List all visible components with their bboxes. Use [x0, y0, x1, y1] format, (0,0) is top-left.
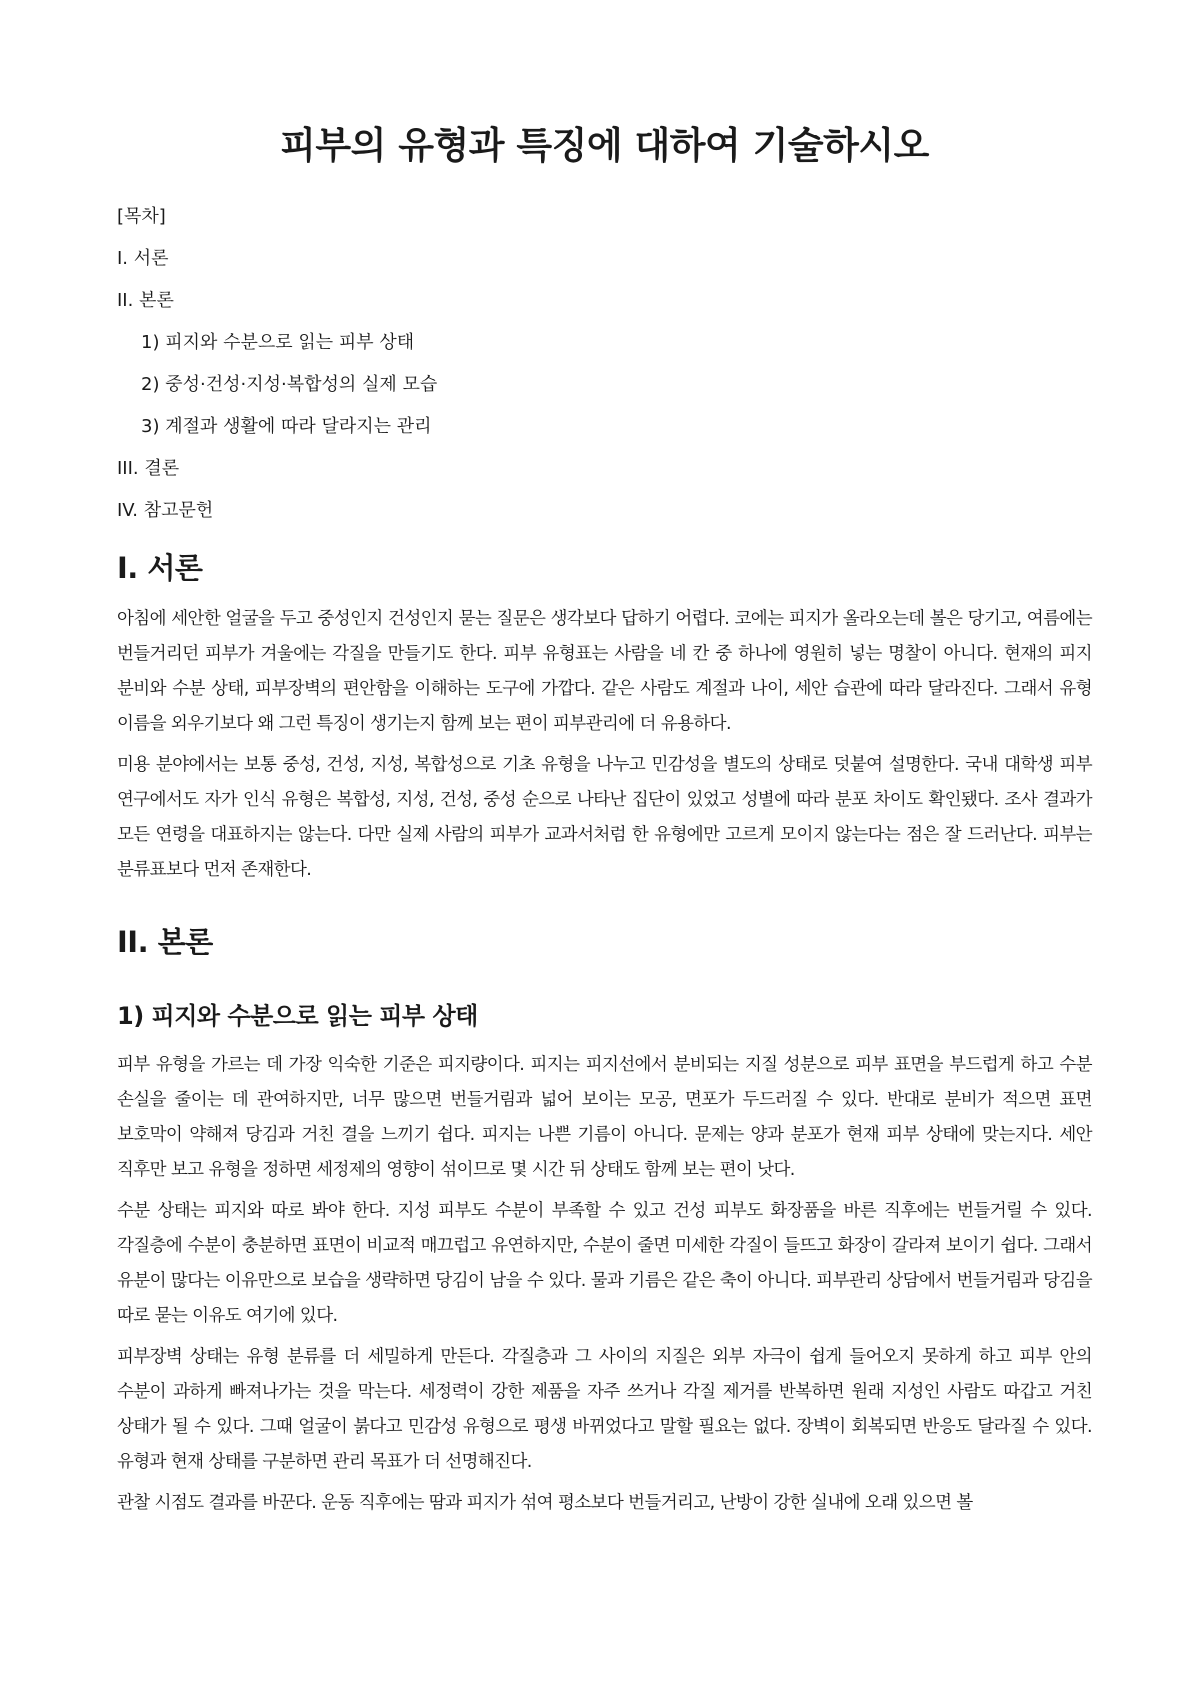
section-heading-intro: I. 서론 [117, 551, 203, 585]
toc-item-conclusion: III. 결론 [117, 458, 180, 479]
intro-paragraph: 미용 분야에서는 보통 중성, 건성, 지성, 복합성으로 기초 유형을 나누고 민감성을 별도의 상태로 덧붙여 설명한다. 국내 대학생 피부 연구에서도 자가 인식 유형은 복합성, 지성, 건성, 중성 순으로 나타난 집단이 있었고 성별에 따라 분포 차이도 확인됐다. 조사 결과가 모든 연령을 대표하지는 않는다. 다만 실제 사람의 피부가 교과서처럼 한 유형에만 고르게 모이지 않는다는 점은 잘 드러난다. 피부는 분류표보다 먼저 존재한다. [117, 755, 1092, 880]
intro-paragraph: 아침에 세안한 얼굴을 두고 중성인지 건성인지 묻는 질문은 생각보다 답하기 어렵다. 코에는 피지가 올라오는데 볼은 당기고, 여름에는 번들거리던 피부가 겨울에는 각질을 만들기도 한다. 피부 유형표는 사람을 네 칸 중 하나에 영원히 넣는 명찰이 아니다. 현재의 피지 분비와 수분 상태, 피부장벽의 편안함을 이해하는 도구에 가깝다. 같은 사람도 계절과 나이, 세안 습관에 따라 달라진다. 그래서 유형 이름을 외우기보다 왜 그런 특징이 생기는지 함께 보는 편이 피부관리에 더 유용하다. [117, 609, 1092, 734]
subsection-heading-sebum-moisture: 1) 피지와 수분으로 읽는 피부 상태 [117, 1002, 478, 1030]
document-title: 피부의 유형과 특징에 대하여 기술하시오 [280, 124, 929, 167]
toc-item-references: IV. 참고문헌 [117, 500, 214, 521]
toc-item-body: II. 본론 [117, 290, 174, 311]
body-paragraph: 수분 상태는 피지와 따로 봐야 한다. 지성 피부도 수분이 부족할 수 있고 건성 피부도 화장품을 바른 직후에는 번들거릴 수 있다. 각질층에 수분이 충분하면 표면이 비교적 매끄럽고 유연하지만, 수분이 줄면 미세한 각질이 들뜨고 화장이 갈라져 보이기 쉽다. 그래서 유분이 많다는 이유만으로 보습을 생략하면 당김이 남을 수 있다. 물과 기름은 같은 축이 아니다. 피부관리 상담에서 번들거림과 당김을 따로 묻는 이유도 여기에 있다. [117, 1201, 1092, 1326]
section-heading-body: II. 본론 [117, 925, 213, 959]
body-paragraph: 관찰 시점도 결과를 바꾼다. 운동 직후에는 땀과 피지가 섞여 평소보다 번들거리고, 난방이 강한 실내에 오래 있으면 볼 [117, 1493, 973, 1513]
toc-item-body-2: 2) 중성·건성·지성·복합성의 실제 모습 [141, 374, 438, 395]
toc-heading: [목차] [117, 206, 166, 227]
toc-item-intro: I. 서론 [117, 248, 169, 269]
table-of-contents [117, 196, 1092, 532]
toc-item-body-3: 3) 계절과 생활에 따라 달라지는 관리 [141, 416, 432, 437]
body-paragraph: 피부장벽 상태는 유형 분류를 더 세밀하게 만든다. 각질층과 그 사이의 지질은 외부 자극이 쉽게 들어오지 못하게 하고 피부 안의 수분이 과하게 빠져나가는 것을 막는다. 세정력이 강한 제품을 자주 쓰거나 각질 제거를 반복하면 원래 지성인 사람도 따갑고 거친 상태가 될 수 있다. 그때 얼굴이 붉다고 민감성 유형으로 평생 바뀌었다고 말할 필요는 없다. 장벽이 회복되면 반응도 달라질 수 있다. 유형과 현재 상태를 구분하면 관리 목표가 더 선명해진다. [117, 1347, 1092, 1472]
body-paragraph: 피부 유형을 가르는 데 가장 익숙한 기준은 피지량이다. 피지는 피지선에서 분비되는 지질 성분으로 피부 표면을 부드럽게 하고 수분 손실을 줄이는 데 관여하지만, 너무 많으면 번들거림과 넓어 보이는 모공, 면포가 두드러질 수 있다. 반대로 분비가 적으면 표면 보호막이 약해져 당김과 거친 결을 느끼기 쉽다. 피지는 나쁜 기름이 아니다. 문제는 양과 분포가 현재 피부 상태에 맞는지다. 세안 직후만 보고 유형을 정하면 세정제의 영향이 섞이므로 몇 시간 뒤 상태도 함께 보는 편이 낫다. [117, 1055, 1092, 1180]
toc-item-body-1: 1) 피지와 수분으로 읽는 피부 상태 [141, 332, 415, 353]
